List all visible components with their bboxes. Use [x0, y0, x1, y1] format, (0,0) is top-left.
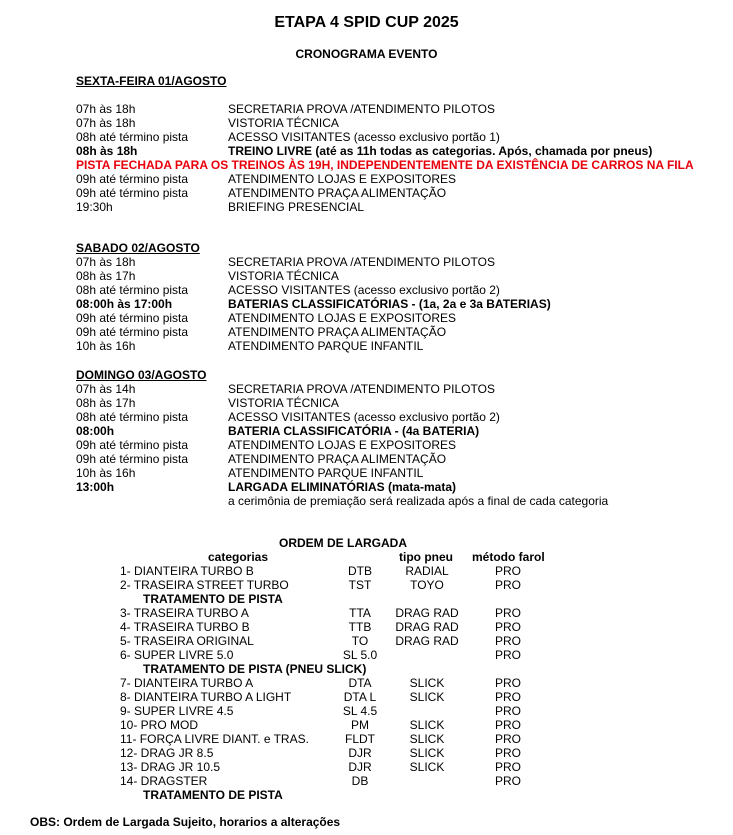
light-method: PRO: [494, 746, 521, 760]
light-method: PRO: [494, 690, 521, 704]
ceremony-note: a cerimônia de premiação será realizada após a final de cada categoria: [228, 494, 609, 508]
schedule-time: 09h até término pista: [76, 186, 189, 200]
category-name: 8- DIANTEIRA TURBO A LIGHT: [120, 690, 292, 704]
category-row: [0, 690, 733, 704]
light-method: PRO: [494, 620, 521, 634]
schedule-time: 08h às 17h: [76, 396, 136, 410]
category-name: 11- FORÇA LIVRE DIANT. e TRAS.: [120, 732, 309, 746]
category-row: [0, 620, 733, 634]
tire-type: SLICK: [409, 746, 445, 760]
tire-type: TOYO: [410, 578, 444, 592]
schedule-time: 08:00h: [76, 424, 115, 438]
tire-type: DRAG RAD: [395, 606, 459, 620]
schedule-time: 08h até término pista: [76, 130, 189, 144]
schedule-activity: ACESSO VISITANTES (acesso exclusivo portão 1): [228, 130, 500, 144]
track-treatment: TRATAMENTO DE PISTA (PNEU SLICK): [143, 662, 367, 676]
category-code: PM: [351, 718, 369, 732]
category-name: 3- TRASEIRA TURBO A: [120, 606, 249, 620]
schedule-time: 10h às 16h: [76, 339, 136, 353]
obs-note: OBS: Ordem de Largada Sujeito, horarios a alterações: [30, 815, 341, 829]
category-row: [0, 606, 733, 620]
tire-type: SLICK: [409, 760, 445, 774]
category-code: TST: [348, 578, 372, 592]
category-name: 10- PRO MOD: [120, 718, 199, 732]
light-method: PRO: [494, 578, 521, 592]
category-row: [0, 578, 733, 592]
category-name: 1- DIANTEIRA TURBO B: [120, 564, 254, 578]
header-metodo-farol: método farol: [472, 550, 545, 564]
schedule-activity: VISTORIA TÉCNICA: [228, 116, 339, 130]
document-title: ETAPA 4 SPID CUP 2025: [274, 14, 459, 31]
track-treatment: TRATAMENTO DE PISTA: [143, 788, 283, 802]
schedule-activity: VISTORIA TÉCNICA: [228, 396, 339, 410]
category-name: 5- TRASEIRA ORIGINAL: [120, 634, 254, 648]
day-heading: SABADO 02/AGOSTO: [76, 241, 200, 255]
category-row: [0, 648, 733, 662]
category-name: 7- DIANTEIRA TURBO A: [120, 676, 254, 690]
schedule-time: 08h até término pista: [76, 283, 189, 297]
schedule-time: 13:00h: [76, 480, 115, 494]
tire-type: SLICK: [409, 732, 445, 746]
category-code: DTA: [348, 676, 372, 690]
category-code: TTA: [349, 606, 371, 620]
category-name: 4- TRASEIRA TURBO B: [120, 620, 250, 634]
schedule-time: 07h às 18h: [76, 116, 136, 130]
schedule-time: 08h até término pista: [76, 410, 189, 424]
schedule-time: 08h às 18h: [76, 144, 138, 158]
light-method: PRO: [494, 634, 521, 648]
schedule-activity: VISTORIA TÉCNICA: [228, 269, 339, 283]
light-method: PRO: [494, 648, 521, 662]
schedule-time: 07h às 18h: [76, 255, 136, 269]
tire-type: SLICK: [409, 718, 445, 732]
track-closed-alert: PISTA FECHADA PARA OS TREINOS ÀS 19H, INDEPENDENTEMENTE DA EXISTÊNCIA DE CARROS NA FILA: [76, 158, 694, 172]
schedule-time: 10h às 16h: [76, 466, 136, 480]
category-code: SL 5.0: [342, 648, 378, 662]
category-row: [0, 718, 733, 732]
schedule-time: 09h até término pista: [76, 172, 189, 186]
category-name: 6- SUPER LIVRE 5.0: [120, 648, 234, 662]
schedule-activity: TREINO LIVRE (até as 11h todas as categorias. Após, chamada por pneus): [228, 144, 653, 158]
category-name: 14- DRAGSTER: [120, 774, 208, 788]
category-code: TO: [351, 634, 369, 648]
category-code: DJR: [348, 746, 372, 760]
tire-type: RADIAL: [405, 564, 449, 578]
category-name: 2- TRASEIRA STREET TURBO: [120, 578, 289, 592]
schedule-activity: ATENDIMENTO LOJAS E EXPOSITORES: [228, 311, 457, 325]
category-row: [0, 746, 733, 760]
light-method: PRO: [494, 760, 521, 774]
category-row: [0, 634, 733, 648]
schedule-activity: ATENDIMENTO PARQUE INFANTIL: [228, 466, 424, 480]
light-method: PRO: [494, 718, 521, 732]
schedule-time: 07h às 14h: [76, 382, 136, 396]
light-method: PRO: [494, 774, 521, 788]
tire-type: SLICK: [409, 676, 445, 690]
schedule-activity: ATENDIMENTO LOJAS E EXPOSITORES: [228, 438, 457, 452]
category-code: TTB: [348, 620, 372, 634]
category-name: 9- SUPER LIVRE 4.5: [120, 704, 234, 718]
category-row: [0, 564, 733, 578]
category-row: [0, 704, 733, 718]
schedule-activity: ATENDIMENTO PARQUE INFANTIL: [228, 339, 424, 353]
category-name: 12- DRAG JR 8.5: [120, 746, 214, 760]
tire-type: SLICK: [409, 690, 445, 704]
day-heading: DOMINGO 03/AGOSTO: [76, 368, 207, 382]
tire-type: DRAG RAD: [395, 634, 459, 648]
day-heading: SEXTA-FEIRA 01/AGOSTO: [76, 74, 227, 88]
schedule-activity: ACESSO VISITANTES (acesso exclusivo portão 2): [228, 410, 500, 424]
category-code: SL 4.5: [342, 704, 378, 718]
order-title: ORDEM DE LARGADA: [279, 536, 407, 550]
category-name: 13- DRAG JR 10.5: [120, 760, 221, 774]
schedule-time: 08h às 17h: [76, 269, 136, 283]
header-categorias: categorias: [208, 550, 269, 564]
category-code: FLDT: [345, 732, 375, 746]
category-row: [0, 732, 733, 746]
schedule-activity: ACESSO VISITANTES (acesso exclusivo portão 2): [228, 283, 500, 297]
schedule-activity: SECRETARIA PROVA /ATENDIMENTO PILOTOS: [228, 382, 495, 396]
category-row: [0, 774, 733, 788]
header-tipo-pneu: tipo pneu: [399, 550, 453, 564]
schedule-activity: ATENDIMENTO LOJAS E EXPOSITORES: [228, 172, 457, 186]
schedule-activity: BRIEFING PRESENCIAL: [228, 200, 365, 214]
track-treatment: TRATAMENTO DE PISTA: [143, 592, 283, 606]
document-subtitle: CRONOGRAMA EVENTO: [295, 47, 438, 61]
schedule-activity: ATENDIMENTO PRAÇA ALIMENTAÇÃO: [228, 186, 447, 200]
schedule-activity: LARGADA ELIMINATÓRIAS (mata-mata): [228, 480, 457, 494]
schedule-time: 09h até término pista: [76, 438, 189, 452]
schedule-time: 09h até término pista: [76, 311, 189, 325]
tire-type: DRAG RAD: [395, 620, 459, 634]
schedule-activity: BATERIAS CLASSIFICATÓRIAS - (1a, 2a e 3a BATERIAS): [228, 297, 551, 311]
light-method: PRO: [494, 676, 521, 690]
light-method: PRO: [494, 564, 521, 578]
category-code: DTB: [348, 564, 372, 578]
light-method: PRO: [494, 704, 521, 718]
schedule-activity: ATENDIMENTO PRAÇA ALIMENTAÇÃO: [228, 325, 447, 339]
schedule-time: 07h às 18h: [76, 102, 136, 116]
schedule-activity: SECRETARIA PROVA /ATENDIMENTO PILOTOS: [228, 102, 495, 116]
schedule-time: 09h até término pista: [76, 452, 189, 466]
light-method: PRO: [494, 732, 521, 746]
schedule-time: 19:30h: [76, 200, 113, 214]
schedule-time: 08:00h às 17:00h: [76, 297, 173, 311]
category-code: DJR: [348, 760, 372, 774]
category-row: [0, 760, 733, 774]
category-code: DTA L: [343, 690, 377, 704]
light-method: PRO: [494, 606, 521, 620]
category-code: DB: [351, 774, 369, 788]
schedule-activity: ATENDIMENTO PRAÇA ALIMENTAÇÃO: [228, 452, 447, 466]
schedule-activity: SECRETARIA PROVA /ATENDIMENTO PILOTOS: [228, 255, 495, 269]
schedule-time: 09h até término pista: [76, 325, 189, 339]
category-row: [0, 676, 733, 690]
schedule-activity: BATERIA CLASSIFICATÓRIA - (4a BATERIA): [228, 424, 480, 438]
